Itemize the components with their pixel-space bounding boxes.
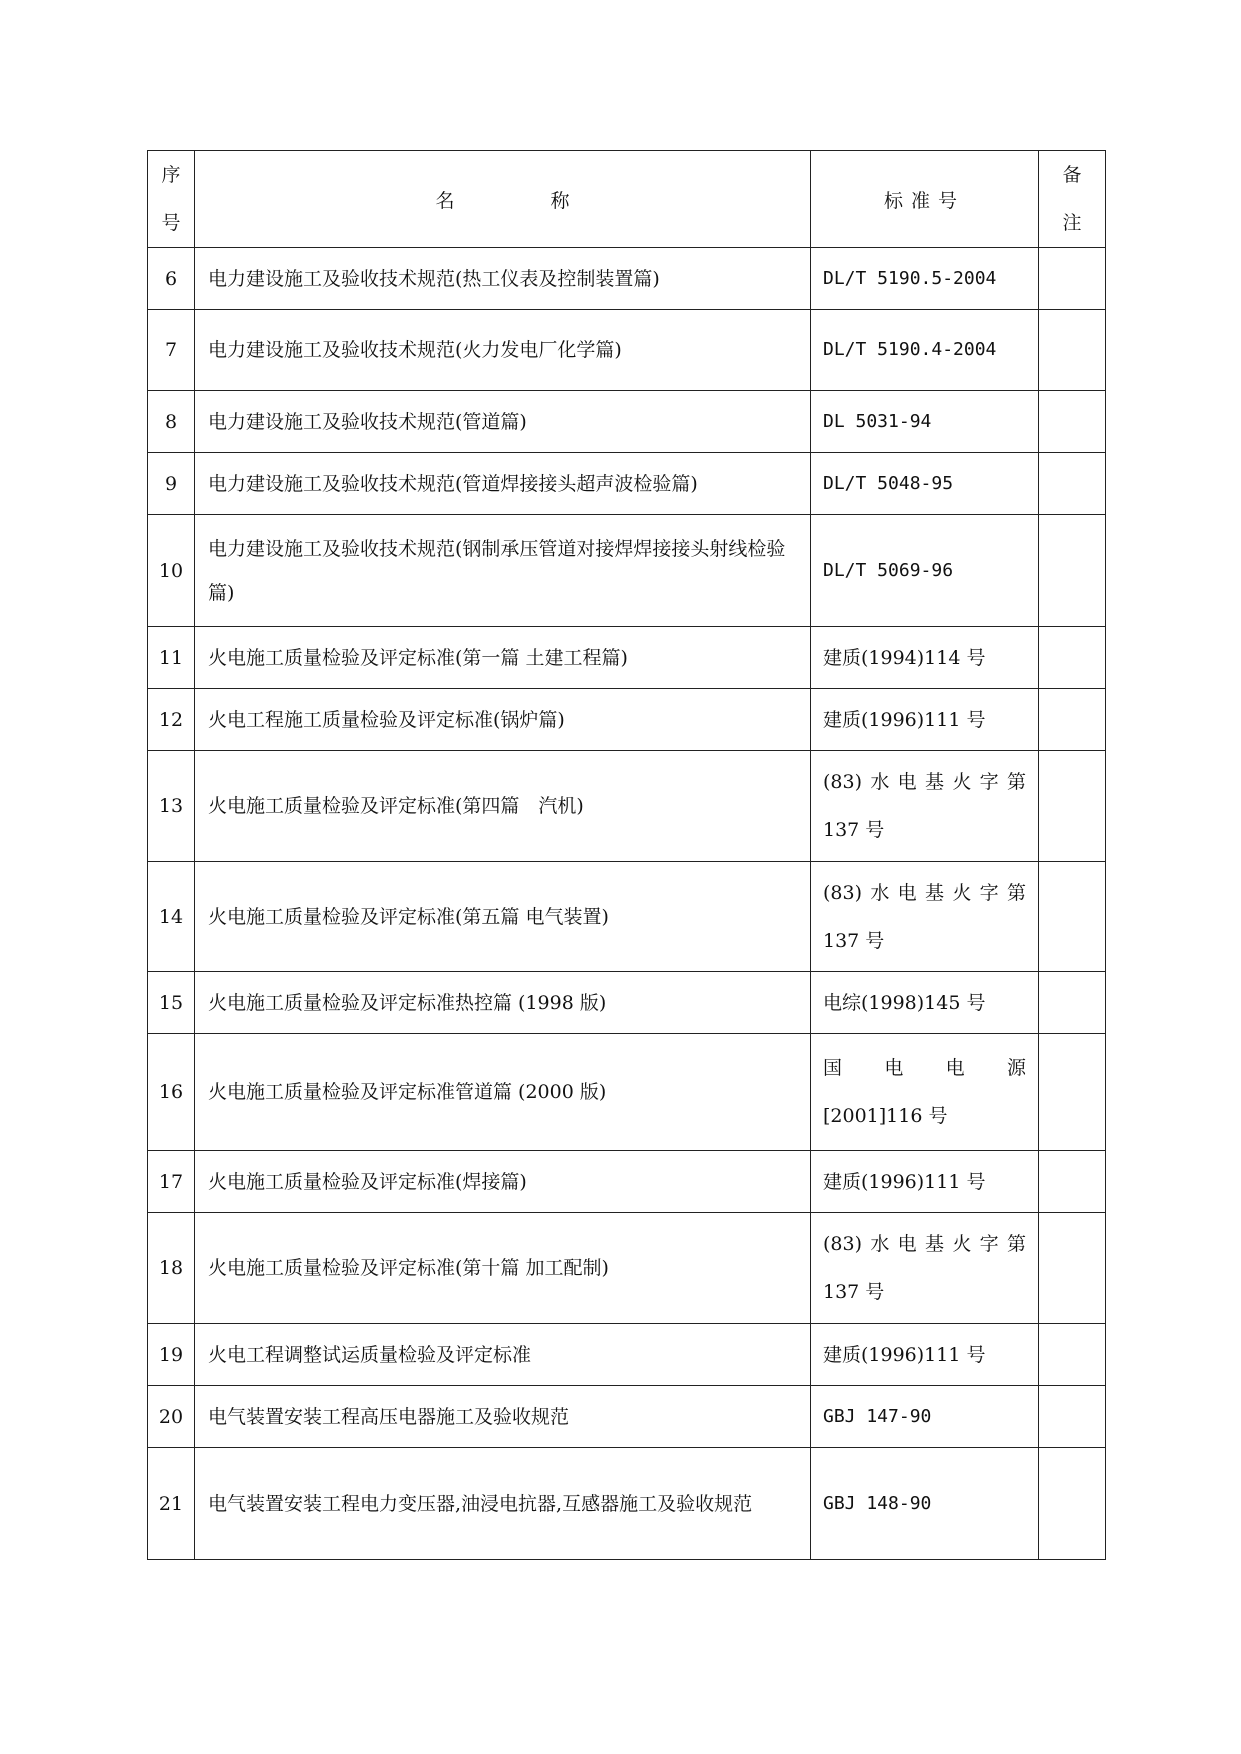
remark-cell	[1039, 453, 1106, 515]
table-row	[148, 1448, 1106, 1560]
row-number: 11	[148, 627, 195, 689]
standard-code: 建质(1994)114 号	[811, 627, 1039, 689]
table-row	[148, 972, 1106, 1034]
row-number: 12	[148, 689, 195, 751]
header-no-char-1: 序	[161, 164, 181, 186]
standard-name: 火电工程施工质量检验及评定标准(锅炉篇)	[195, 689, 811, 751]
row-number: 21	[148, 1448, 195, 1560]
table-row	[148, 453, 1106, 515]
table-row	[148, 1386, 1106, 1448]
standard-name: 电力建设施工及验收技术规范(热工仪表及控制装置篇)	[195, 248, 811, 310]
row-number: 14	[148, 862, 195, 972]
standard-name: 电气装置安装工程电力变压器,油浸电抗器,互感器施工及验收规范	[195, 1448, 811, 1560]
remark-cell	[1039, 751, 1106, 862]
row-number: 10	[148, 515, 195, 627]
standard-name: 火电施工质量检验及评定标准(第五篇 电气装置)	[195, 862, 811, 972]
table-row	[148, 1324, 1106, 1386]
remark-cell	[1039, 248, 1106, 310]
standard-code-line: (83)水电基火字第	[823, 771, 1026, 793]
standard-name: 电力建设施工及验收技术规范(钢制承压管道对接焊焊接接头射线检验篇)	[195, 515, 811, 627]
row-number: 20	[148, 1386, 195, 1448]
standard-name: 火电施工质量检验及评定标准(第四篇 汽机)	[195, 751, 811, 862]
remark-cell	[1039, 627, 1106, 689]
header-name	[195, 151, 811, 248]
table-header-row	[148, 151, 1106, 248]
header-no	[148, 151, 195, 248]
standard-name: 电力建设施工及验收技术规范(管道焊接接头超声波检验篇)	[195, 453, 811, 515]
standard-code	[811, 1213, 1039, 1324]
remark-cell	[1039, 391, 1106, 453]
header-remark-char-1: 备	[1062, 164, 1082, 186]
standards-table	[147, 150, 1106, 1560]
header-no-char-2: 号	[161, 212, 181, 234]
table-row	[148, 248, 1106, 310]
standard-name: 电力建设施工及验收技术规范(火力发电厂化学篇)	[195, 310, 811, 391]
header-remark	[1039, 151, 1106, 248]
table-row	[148, 862, 1106, 972]
row-number: 7	[148, 310, 195, 391]
row-number: 9	[148, 453, 195, 515]
row-number: 13	[148, 751, 195, 862]
standard-code-line: 国电电源	[823, 1057, 1026, 1079]
table-row	[148, 1213, 1106, 1324]
standard-name: 火电工程调整试运质量检验及评定标准	[195, 1324, 811, 1386]
row-number: 6	[148, 248, 195, 310]
standard-code-line: 137 号	[823, 1281, 885, 1303]
standard-code-line: (83)水电基火字第	[823, 1233, 1026, 1255]
table-row	[148, 689, 1106, 751]
standard-code-line: 137 号	[823, 819, 885, 841]
standard-code	[811, 751, 1039, 862]
remark-cell	[1039, 1386, 1106, 1448]
standard-name: 火电施工质量检验及评定标准热控篇 (1998 版)	[195, 972, 811, 1034]
remark-cell	[1039, 1213, 1106, 1324]
standard-code	[811, 862, 1039, 972]
remark-cell	[1039, 515, 1106, 627]
remark-cell	[1039, 1034, 1106, 1151]
header-name-char-1: 名	[435, 189, 455, 212]
standard-code-line: [2001]116 号	[823, 1105, 948, 1127]
row-number: 15	[148, 972, 195, 1034]
standard-code: DL/T 5048-95	[811, 453, 1039, 515]
standard-name: 火电施工质量检验及评定标准(第一篇 土建工程篇)	[195, 627, 811, 689]
row-number: 19	[148, 1324, 195, 1386]
standard-code: 电综(1998)145 号	[811, 972, 1039, 1034]
header-remark-char-2: 注	[1062, 212, 1082, 234]
standard-code: GBJ 147-90	[811, 1386, 1039, 1448]
standard-code-line: 137 号	[823, 929, 885, 952]
table-row	[148, 391, 1106, 453]
standard-name: 电力建设施工及验收技术规范(管道篇)	[195, 391, 811, 453]
standard-name: 火电施工质量检验及评定标准(焊接篇)	[195, 1151, 811, 1213]
standard-code: 建质(1996)111 号	[811, 689, 1039, 751]
header-name-char-2: 称	[550, 189, 570, 212]
remark-cell	[1039, 689, 1106, 751]
header-standard: 标准号	[811, 151, 1039, 248]
standard-name: 火电施工质量检验及评定标准(第十篇 加工配制)	[195, 1213, 811, 1324]
remark-cell	[1039, 1448, 1106, 1560]
standard-code: DL/T 5190.4-2004	[811, 310, 1039, 391]
table-body	[148, 248, 1106, 1560]
remark-cell	[1039, 972, 1106, 1034]
standard-name: 火电施工质量检验及评定标准管道篇 (2000 版)	[195, 1034, 811, 1151]
standard-code: DL/T 5190.5-2004	[811, 248, 1039, 310]
standard-code: 建质(1996)111 号	[811, 1151, 1039, 1213]
table-row	[148, 751, 1106, 862]
remark-cell	[1039, 862, 1106, 972]
row-number: 17	[148, 1151, 195, 1213]
standard-code: DL/T 5069-96	[811, 515, 1039, 627]
standard-code: 建质(1996)111 号	[811, 1324, 1039, 1386]
remark-cell	[1039, 310, 1106, 391]
row-number: 8	[148, 391, 195, 453]
table-row	[148, 627, 1106, 689]
row-number: 18	[148, 1213, 195, 1324]
standard-code: DL 5031-94	[811, 391, 1039, 453]
table-row	[148, 515, 1106, 627]
standard-code: GBJ 148-90	[811, 1448, 1039, 1560]
standard-code	[811, 1034, 1039, 1151]
standard-code-line: (83)水电基火字第	[823, 881, 1026, 904]
remark-cell	[1039, 1151, 1106, 1213]
table-row	[148, 1151, 1106, 1213]
remark-cell	[1039, 1324, 1106, 1386]
table-row	[148, 1034, 1106, 1151]
table-row	[148, 310, 1106, 391]
row-number: 16	[148, 1034, 195, 1151]
standard-name: 电气装置安装工程高压电器施工及验收规范	[195, 1386, 811, 1448]
